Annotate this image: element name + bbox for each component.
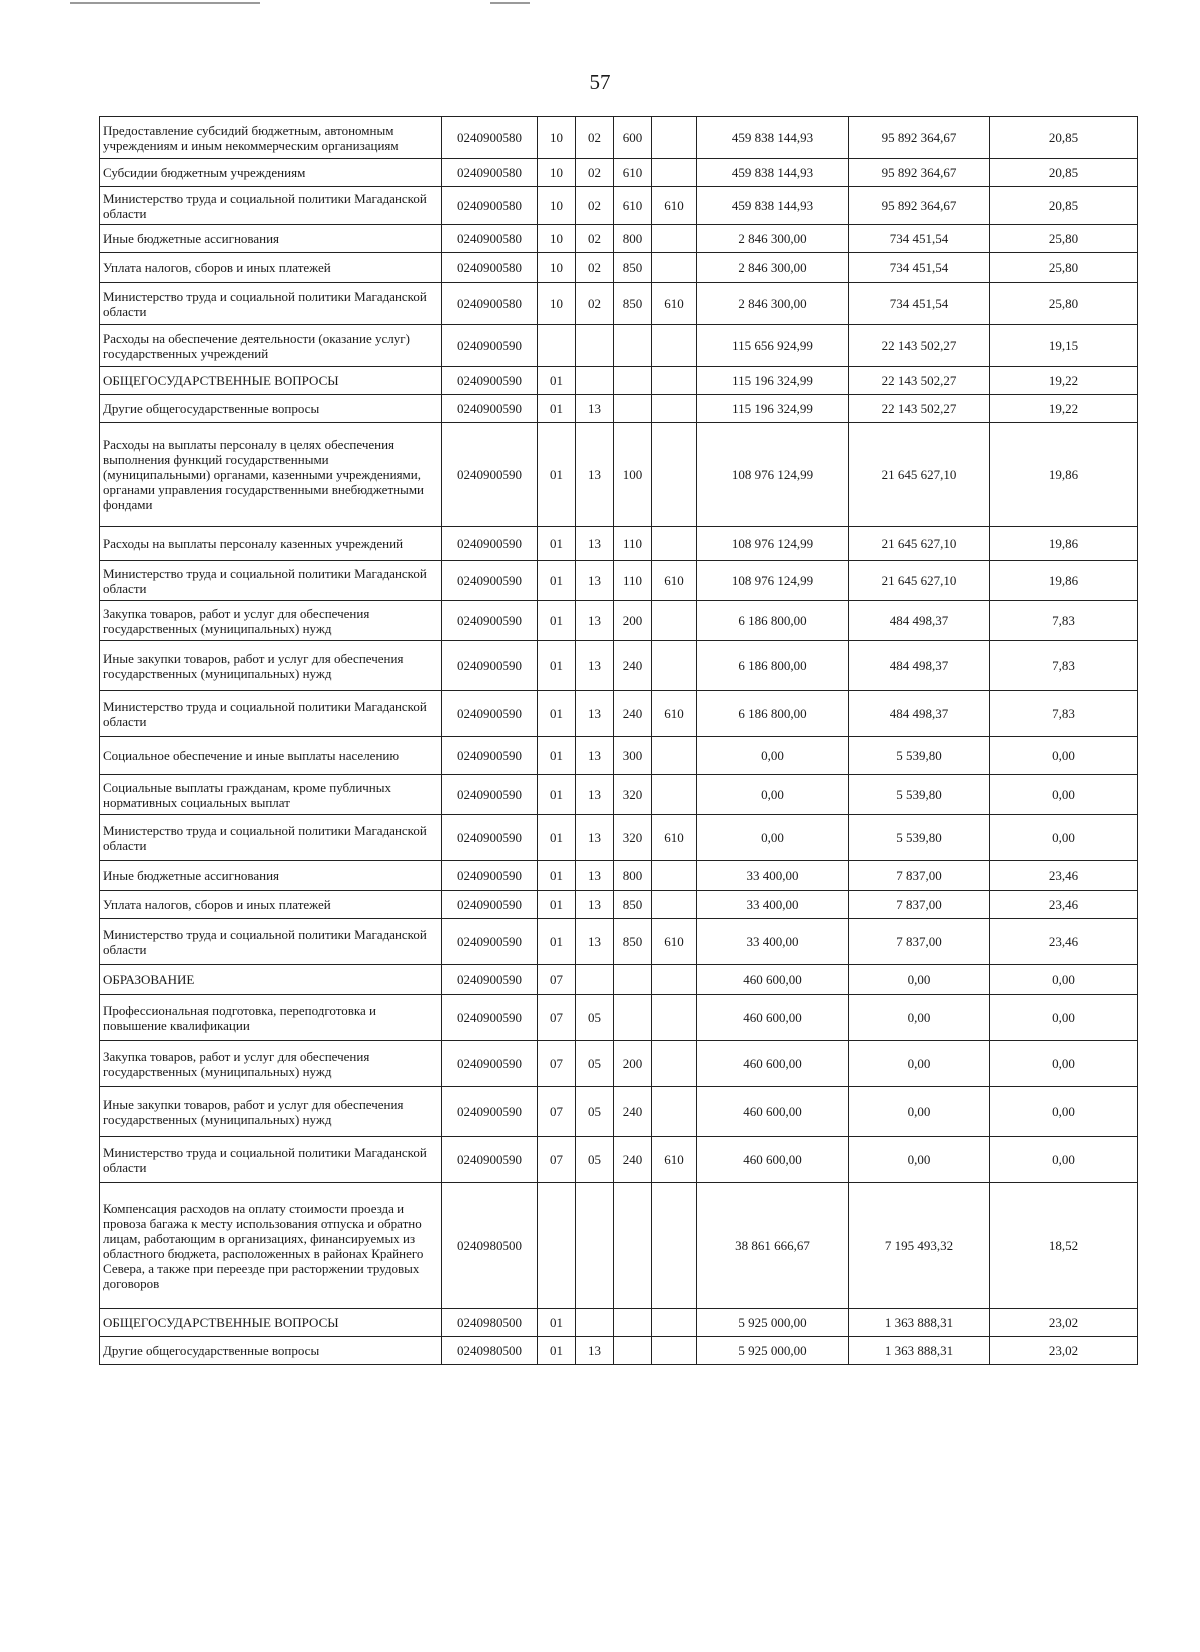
admin-code xyxy=(652,225,697,253)
section-code: 07 xyxy=(538,1137,576,1183)
program-code: 0240900590 xyxy=(442,601,538,641)
subsection-code: 13 xyxy=(576,1337,614,1365)
plan-amount: 6 186 800,00 xyxy=(697,691,849,737)
table-row xyxy=(100,891,1138,919)
table-row xyxy=(100,775,1138,815)
plan-amount: 2 846 300,00 xyxy=(697,225,849,253)
actual-amount: 734 451,54 xyxy=(849,253,990,283)
row-name: Уплата налогов, сборов и иных платежей xyxy=(100,891,442,919)
actual-amount: 7 837,00 xyxy=(849,861,990,891)
expense-type-code: 240 xyxy=(614,1087,652,1137)
actual-amount: 484 498,37 xyxy=(849,641,990,691)
expense-type-code xyxy=(614,1309,652,1337)
program-code: 0240980500 xyxy=(442,1309,538,1337)
table-row xyxy=(100,1309,1138,1337)
subsection-code: 02 xyxy=(576,253,614,283)
subsection-code xyxy=(576,1309,614,1337)
admin-code xyxy=(652,1183,697,1309)
table-row xyxy=(100,561,1138,601)
expense-type-code: 320 xyxy=(614,815,652,861)
table-row xyxy=(100,691,1138,737)
actual-amount: 95 892 364,67 xyxy=(849,117,990,159)
program-code: 0240900580 xyxy=(442,187,538,225)
admin-code: 610 xyxy=(652,919,697,965)
table-row xyxy=(100,1337,1138,1365)
expense-type-code: 240 xyxy=(614,691,652,737)
row-name: Предоставление субсидий бюджетным, автономным учреждениям и иным некоммерческим организациям xyxy=(100,117,442,159)
subsection-code: 13 xyxy=(576,861,614,891)
row-name: Министерство труда и социальной политики Магаданской области xyxy=(100,187,442,225)
section-code: 01 xyxy=(538,891,576,919)
program-code: 0240900590 xyxy=(442,367,538,395)
section-code: 01 xyxy=(538,775,576,815)
actual-amount: 0,00 xyxy=(849,1041,990,1087)
plan-amount: 108 976 124,99 xyxy=(697,527,849,561)
section-code: 07 xyxy=(538,965,576,995)
program-code: 0240900590 xyxy=(442,775,538,815)
section-code xyxy=(538,325,576,367)
subsection-code: 02 xyxy=(576,283,614,325)
program-code: 0240900590 xyxy=(442,965,538,995)
actual-amount: 0,00 xyxy=(849,995,990,1041)
admin-code: 610 xyxy=(652,815,697,861)
row-name: Профессиональная подготовка, переподготовка и повышение квалификации xyxy=(100,995,442,1041)
subsection-code: 13 xyxy=(576,395,614,423)
expense-type-code: 600 xyxy=(614,117,652,159)
expense-type-code: 240 xyxy=(614,1137,652,1183)
subsection-code: 05 xyxy=(576,1087,614,1137)
program-code: 0240900590 xyxy=(442,1137,538,1183)
admin-code xyxy=(652,325,697,367)
admin-code xyxy=(652,395,697,423)
actual-amount: 7 837,00 xyxy=(849,919,990,965)
row-name: Расходы на обеспечение деятельности (оказание услуг) государственных учреждений xyxy=(100,325,442,367)
section-code: 07 xyxy=(538,995,576,1041)
section-code: 10 xyxy=(538,187,576,225)
program-code: 0240900580 xyxy=(442,283,538,325)
program-code: 0240900590 xyxy=(442,395,538,423)
program-code: 0240900590 xyxy=(442,1087,538,1137)
subsection-code: 13 xyxy=(576,527,614,561)
admin-code xyxy=(652,965,697,995)
program-code: 0240900590 xyxy=(442,995,538,1041)
execution-percent: 19,86 xyxy=(990,527,1138,561)
program-code: 0240900590 xyxy=(442,919,538,965)
table-row xyxy=(100,815,1138,861)
section-code: 01 xyxy=(538,919,576,965)
program-code: 0240900590 xyxy=(442,737,538,775)
expense-type-code: 850 xyxy=(614,919,652,965)
row-name: Министерство труда и социальной политики Магаданской области xyxy=(100,815,442,861)
admin-code: 610 xyxy=(652,283,697,325)
section-code xyxy=(538,1183,576,1309)
plan-amount: 459 838 144,93 xyxy=(697,187,849,225)
row-name: Иные закупки товаров, работ и услуг для обеспечения государственных (муниципальных) нужд xyxy=(100,1087,442,1137)
execution-percent: 7,83 xyxy=(990,601,1138,641)
expense-type-code: 200 xyxy=(614,1041,652,1087)
expense-type-code xyxy=(614,965,652,995)
table-body xyxy=(100,117,1138,1365)
section-code: 07 xyxy=(538,1041,576,1087)
budget-table xyxy=(99,116,1138,1365)
expense-type-code: 320 xyxy=(614,775,652,815)
expense-type-code xyxy=(614,325,652,367)
execution-percent: 0,00 xyxy=(990,815,1138,861)
actual-amount: 5 539,80 xyxy=(849,775,990,815)
subsection-code: 13 xyxy=(576,815,614,861)
plan-amount: 0,00 xyxy=(697,737,849,775)
plan-amount: 0,00 xyxy=(697,815,849,861)
row-name: ОБРАЗОВАНИЕ xyxy=(100,965,442,995)
program-code: 0240900590 xyxy=(442,1041,538,1087)
actual-amount: 0,00 xyxy=(849,1137,990,1183)
admin-code: 610 xyxy=(652,1137,697,1183)
expense-type-code: 850 xyxy=(614,253,652,283)
program-code: 0240980500 xyxy=(442,1183,538,1309)
section-code: 01 xyxy=(538,737,576,775)
expense-type-code: 850 xyxy=(614,891,652,919)
row-name: Компенсация расходов на оплату стоимости проезда и провоза багажа к месту использования отпуска и обратно лицам, работающим в организациях, финансируемых из областного бюджета, расположенных в районах Крайнего Севера, а также при переезде при расторжении трудовых договоров xyxy=(100,1183,442,1309)
table-row xyxy=(100,1087,1138,1137)
subsection-code: 13 xyxy=(576,601,614,641)
section-code: 01 xyxy=(538,1337,576,1365)
expense-type-code xyxy=(614,395,652,423)
subsection-code: 13 xyxy=(576,423,614,527)
subsection-code: 02 xyxy=(576,159,614,187)
row-name: Министерство труда и социальной политики Магаданской области xyxy=(100,1137,442,1183)
execution-percent: 19,86 xyxy=(990,423,1138,527)
subsection-code: 13 xyxy=(576,775,614,815)
actual-amount: 22 143 502,27 xyxy=(849,325,990,367)
plan-amount: 108 976 124,99 xyxy=(697,561,849,601)
admin-code xyxy=(652,861,697,891)
row-name: Закупка товаров, работ и услуг для обеспечения государственных (муниципальных) нужд xyxy=(100,601,442,641)
actual-amount: 5 539,80 xyxy=(849,815,990,861)
row-name: Субсидии бюджетным учреждениям xyxy=(100,159,442,187)
admin-code xyxy=(652,527,697,561)
program-code: 0240900590 xyxy=(442,815,538,861)
section-code: 01 xyxy=(538,861,576,891)
table-row xyxy=(100,641,1138,691)
plan-amount: 33 400,00 xyxy=(697,891,849,919)
program-code: 0240900580 xyxy=(442,159,538,187)
expense-type-code: 850 xyxy=(614,283,652,325)
table-row xyxy=(100,187,1138,225)
plan-amount: 6 186 800,00 xyxy=(697,641,849,691)
table-row xyxy=(100,367,1138,395)
plan-amount: 460 600,00 xyxy=(697,1137,849,1183)
actual-amount: 95 892 364,67 xyxy=(849,187,990,225)
actual-amount: 1 363 888,31 xyxy=(849,1337,990,1365)
execution-percent: 0,00 xyxy=(990,965,1138,995)
section-code: 10 xyxy=(538,225,576,253)
row-name: Иные бюджетные ассигнования xyxy=(100,225,442,253)
expense-type-code: 110 xyxy=(614,561,652,601)
scan-artifact-left xyxy=(70,2,260,4)
table-row xyxy=(100,527,1138,561)
execution-percent: 23,02 xyxy=(990,1337,1138,1365)
expense-type-code xyxy=(614,995,652,1041)
row-name: Министерство труда и социальной политики Магаданской области xyxy=(100,283,442,325)
admin-code xyxy=(652,737,697,775)
execution-percent: 25,80 xyxy=(990,225,1138,253)
execution-percent: 20,85 xyxy=(990,187,1138,225)
execution-percent: 19,15 xyxy=(990,325,1138,367)
execution-percent: 0,00 xyxy=(990,1041,1138,1087)
execution-percent: 23,02 xyxy=(990,1309,1138,1337)
row-name: Иные бюджетные ассигнования xyxy=(100,861,442,891)
admin-code xyxy=(652,1337,697,1365)
execution-percent: 7,83 xyxy=(990,691,1138,737)
plan-amount: 115 196 324,99 xyxy=(697,395,849,423)
section-code: 01 xyxy=(538,1309,576,1337)
program-code: 0240900580 xyxy=(442,253,538,283)
actual-amount: 5 539,80 xyxy=(849,737,990,775)
execution-percent: 20,85 xyxy=(990,117,1138,159)
scan-artifact-right xyxy=(490,2,530,4)
table-row xyxy=(100,995,1138,1041)
execution-percent: 20,85 xyxy=(990,159,1138,187)
plan-amount: 115 656 924,99 xyxy=(697,325,849,367)
section-code: 10 xyxy=(538,117,576,159)
expense-type-code xyxy=(614,367,652,395)
table-row xyxy=(100,1137,1138,1183)
subsection-code: 13 xyxy=(576,641,614,691)
section-code: 01 xyxy=(538,527,576,561)
expense-type-code: 800 xyxy=(614,861,652,891)
row-name: Министерство труда и социальной политики Магаданской области xyxy=(100,561,442,601)
table-row xyxy=(100,919,1138,965)
row-name: Уплата налогов, сборов и иных платежей xyxy=(100,253,442,283)
section-code: 01 xyxy=(538,395,576,423)
section-code: 01 xyxy=(538,423,576,527)
row-name: Расходы на выплаты персоналу казенных учреждений xyxy=(100,527,442,561)
subsection-code xyxy=(576,1183,614,1309)
admin-code xyxy=(652,891,697,919)
plan-amount: 108 976 124,99 xyxy=(697,423,849,527)
row-name: Министерство труда и социальной политики Магаданской области xyxy=(100,919,442,965)
program-code: 0240900590 xyxy=(442,561,538,601)
expense-type-code: 300 xyxy=(614,737,652,775)
execution-percent: 18,52 xyxy=(990,1183,1138,1309)
table-row xyxy=(100,423,1138,527)
execution-percent: 0,00 xyxy=(990,737,1138,775)
subsection-code: 13 xyxy=(576,891,614,919)
table-row xyxy=(100,253,1138,283)
row-name: Другие общегосударственные вопросы xyxy=(100,395,442,423)
actual-amount: 22 143 502,27 xyxy=(849,367,990,395)
admin-code: 610 xyxy=(652,691,697,737)
admin-code xyxy=(652,601,697,641)
row-name: Социальные выплаты гражданам, кроме публичных нормативных социальных выплат xyxy=(100,775,442,815)
subsection-code xyxy=(576,325,614,367)
program-code: 0240900580 xyxy=(442,117,538,159)
expense-type-code: 110 xyxy=(614,527,652,561)
section-code: 01 xyxy=(538,367,576,395)
expense-type-code: 610 xyxy=(614,159,652,187)
execution-percent: 19,86 xyxy=(990,561,1138,601)
subsection-code: 02 xyxy=(576,187,614,225)
plan-amount: 2 846 300,00 xyxy=(697,253,849,283)
plan-amount: 460 600,00 xyxy=(697,965,849,995)
row-name: Социальное обеспечение и иные выплаты населению xyxy=(100,737,442,775)
actual-amount: 484 498,37 xyxy=(849,601,990,641)
subsection-code xyxy=(576,367,614,395)
actual-amount: 95 892 364,67 xyxy=(849,159,990,187)
admin-code xyxy=(652,159,697,187)
actual-amount: 734 451,54 xyxy=(849,225,990,253)
subsection-code: 13 xyxy=(576,561,614,601)
subsection-code: 13 xyxy=(576,737,614,775)
table-row xyxy=(100,1041,1138,1087)
table-row xyxy=(100,737,1138,775)
page-number: 57 xyxy=(589,70,611,94)
actual-amount: 21 645 627,10 xyxy=(849,527,990,561)
program-code: 0240900590 xyxy=(442,641,538,691)
actual-amount: 0,00 xyxy=(849,1087,990,1137)
admin-code xyxy=(652,423,697,527)
subsection-code: 13 xyxy=(576,691,614,737)
plan-amount: 33 400,00 xyxy=(697,919,849,965)
table-row xyxy=(100,225,1138,253)
subsection-code xyxy=(576,965,614,995)
table-row xyxy=(100,965,1138,995)
actual-amount: 21 645 627,10 xyxy=(849,561,990,601)
actual-amount: 734 451,54 xyxy=(849,283,990,325)
table-row xyxy=(100,861,1138,891)
table-row xyxy=(100,159,1138,187)
section-code: 01 xyxy=(538,815,576,861)
execution-percent: 23,46 xyxy=(990,891,1138,919)
section-code: 01 xyxy=(538,691,576,737)
execution-percent: 19,22 xyxy=(990,395,1138,423)
section-code: 01 xyxy=(538,601,576,641)
plan-amount: 38 861 666,67 xyxy=(697,1183,849,1309)
execution-percent: 0,00 xyxy=(990,1087,1138,1137)
admin-code xyxy=(652,1041,697,1087)
program-code: 0240980500 xyxy=(442,1337,538,1365)
execution-percent: 7,83 xyxy=(990,641,1138,691)
admin-code xyxy=(652,641,697,691)
expense-type-code: 100 xyxy=(614,423,652,527)
row-name: Министерство труда и социальной политики Магаданской области xyxy=(100,691,442,737)
subsection-code: 05 xyxy=(576,1137,614,1183)
admin-code: 610 xyxy=(652,187,697,225)
section-code: 01 xyxy=(538,561,576,601)
plan-amount: 459 838 144,93 xyxy=(697,159,849,187)
plan-amount: 5 925 000,00 xyxy=(697,1337,849,1365)
actual-amount: 484 498,37 xyxy=(849,691,990,737)
row-name: ОБЩЕГОСУДАРСТВЕННЫЕ ВОПРОСЫ xyxy=(100,1309,442,1337)
admin-code xyxy=(652,367,697,395)
expense-type-code: 240 xyxy=(614,641,652,691)
execution-percent: 25,80 xyxy=(990,253,1138,283)
table-row xyxy=(100,601,1138,641)
plan-amount: 0,00 xyxy=(697,775,849,815)
plan-amount: 459 838 144,93 xyxy=(697,117,849,159)
plan-amount: 2 846 300,00 xyxy=(697,283,849,325)
admin-code xyxy=(652,775,697,815)
execution-percent: 0,00 xyxy=(990,775,1138,815)
plan-amount: 33 400,00 xyxy=(697,861,849,891)
execution-percent: 23,46 xyxy=(990,919,1138,965)
admin-code xyxy=(652,117,697,159)
execution-percent: 0,00 xyxy=(990,1137,1138,1183)
expense-type-code: 200 xyxy=(614,601,652,641)
table-row xyxy=(100,117,1138,159)
plan-amount: 115 196 324,99 xyxy=(697,367,849,395)
expense-type-code: 610 xyxy=(614,187,652,225)
table-row xyxy=(100,325,1138,367)
program-code: 0240900590 xyxy=(442,891,538,919)
subsection-code: 02 xyxy=(576,117,614,159)
section-code: 10 xyxy=(538,159,576,187)
admin-code xyxy=(652,1309,697,1337)
row-name: Другие общегосударственные вопросы xyxy=(100,1337,442,1365)
program-code: 0240900580 xyxy=(442,225,538,253)
expense-type-code: 800 xyxy=(614,225,652,253)
subsection-code: 05 xyxy=(576,1041,614,1087)
admin-code xyxy=(652,253,697,283)
execution-percent: 25,80 xyxy=(990,283,1138,325)
row-name: ОБЩЕГОСУДАРСТВЕННЫЕ ВОПРОСЫ xyxy=(100,367,442,395)
row-name: Расходы на выплаты персоналу в целях обеспечения выполнения функций государственными (муниципальными) органами, казенными учреждениями, органами управления государственными внебюджетными фондами xyxy=(100,423,442,527)
actual-amount: 0,00 xyxy=(849,965,990,995)
program-code: 0240900590 xyxy=(442,861,538,891)
actual-amount: 7 837,00 xyxy=(849,891,990,919)
plan-amount: 460 600,00 xyxy=(697,995,849,1041)
section-code: 07 xyxy=(538,1087,576,1137)
actual-amount: 22 143 502,27 xyxy=(849,395,990,423)
actual-amount: 7 195 493,32 xyxy=(849,1183,990,1309)
section-code: 10 xyxy=(538,253,576,283)
plan-amount: 460 600,00 xyxy=(697,1087,849,1137)
subsection-code: 05 xyxy=(576,995,614,1041)
execution-percent: 19,22 xyxy=(990,367,1138,395)
execution-percent: 0,00 xyxy=(990,995,1138,1041)
subsection-code: 13 xyxy=(576,919,614,965)
table-row xyxy=(100,1183,1138,1309)
plan-amount: 5 925 000,00 xyxy=(697,1309,849,1337)
plan-amount: 6 186 800,00 xyxy=(697,601,849,641)
row-name: Закупка товаров, работ и услуг для обеспечения государственных (муниципальных) нужд xyxy=(100,1041,442,1087)
actual-amount: 21 645 627,10 xyxy=(849,423,990,527)
section-code: 01 xyxy=(538,641,576,691)
program-code: 0240900590 xyxy=(442,691,538,737)
table-row xyxy=(100,395,1138,423)
plan-amount: 460 600,00 xyxy=(697,1041,849,1087)
section-code: 10 xyxy=(538,283,576,325)
expense-type-code xyxy=(614,1183,652,1309)
admin-code xyxy=(652,1087,697,1137)
admin-code: 610 xyxy=(652,561,697,601)
program-code: 0240900590 xyxy=(442,423,538,527)
row-name: Иные закупки товаров, работ и услуг для обеспечения государственных (муниципальных) нужд xyxy=(100,641,442,691)
admin-code xyxy=(652,995,697,1041)
table-row xyxy=(100,283,1138,325)
subsection-code: 02 xyxy=(576,225,614,253)
expense-type-code xyxy=(614,1337,652,1365)
program-code: 0240900590 xyxy=(442,527,538,561)
actual-amount: 1 363 888,31 xyxy=(849,1309,990,1337)
execution-percent: 23,46 xyxy=(990,861,1138,891)
program-code: 0240900590 xyxy=(442,325,538,367)
